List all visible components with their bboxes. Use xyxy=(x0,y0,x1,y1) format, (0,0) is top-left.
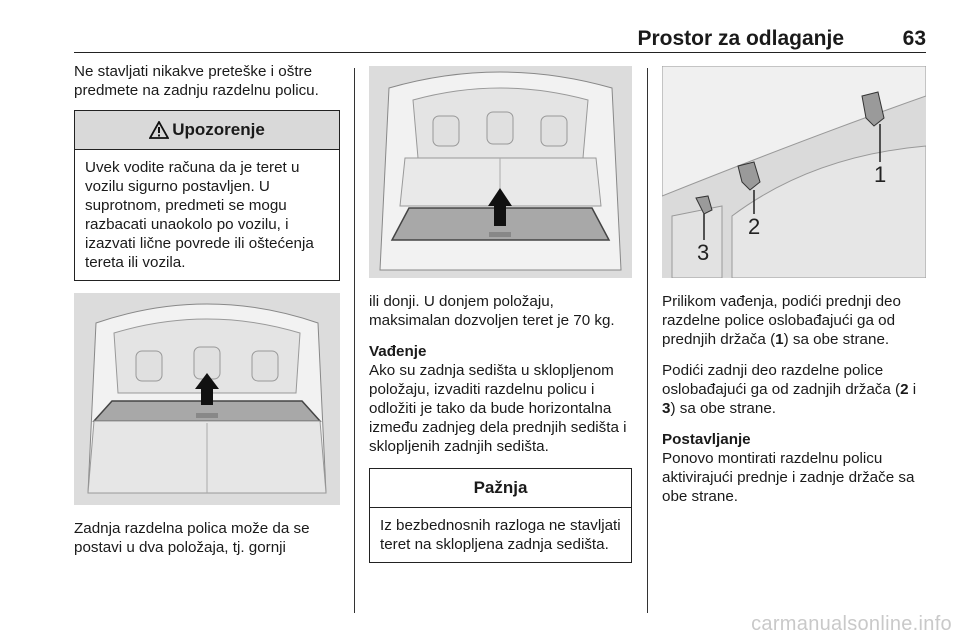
install-heading: Postavljanje xyxy=(662,431,751,448)
watermark: carmanualsonline.info xyxy=(751,613,952,635)
column-divider xyxy=(354,68,355,613)
notice-title: Pažnja xyxy=(473,478,528,497)
callout-1: 1 xyxy=(874,162,887,187)
notice-header xyxy=(370,469,631,508)
warning-body: Uvek vodite računa da je teret u vozilu sigurno postavljen. U suprotnom, predmeti se mogu razbacati unaokolo po vozilu, i izazvati lične povrede ili oštećenja tereta ili vozila. xyxy=(85,159,314,271)
warning-box xyxy=(74,110,340,281)
column-right xyxy=(662,62,926,506)
intro-text: Ne stavljati nikakve preteške i oštre predmete na zadnju razdelnu policu. xyxy=(74,63,319,99)
removal-step-2: Podići zadnji deo razdelne police oslobađajući ga od zadnjih držača (2 i 3) sa obe strane. xyxy=(662,362,917,417)
removal-text: Ako su zadnja sedišta u sklopljenom položaju, izvaditi razdelnu policu i odložiti je tako da bude horizontalna između zadnjeg dela prednjih sedišta i sklopljenih zadnjih sedišta. xyxy=(369,362,627,455)
removal-step-1: Prilikom vađenja, podići prednji deo razdelne police oslobađajući ga od prednjih držača (1) sa obe strane. xyxy=(662,293,901,348)
notice-body: Iz bezbednosnih razloga ne stavljati teret na sklopljena zadnja sedišta. xyxy=(380,517,621,553)
callout-2: 2 xyxy=(748,214,761,239)
column-divider xyxy=(647,68,648,613)
continuation-text: ili donji. U donjem položaju, maksimalan dozvoljen teret je 70 kg. xyxy=(369,293,615,329)
removal-heading: Vađenje xyxy=(369,343,427,360)
column-left xyxy=(74,62,340,557)
warning-header xyxy=(75,111,339,150)
page-header xyxy=(74,28,926,53)
install-text: Ponovo montirati razdelnu policu aktivirajući prednje i zadnje držače sa obe strane. xyxy=(662,450,915,505)
cargo-shelf-upper-figure xyxy=(74,293,340,505)
cargo-shelf-lower-figure xyxy=(369,66,632,278)
warning-title: Upozorenje xyxy=(172,120,265,139)
shelf-holders-figure xyxy=(662,66,926,278)
page-number: 63 xyxy=(902,27,926,50)
notice-box xyxy=(369,468,632,563)
column-middle xyxy=(369,62,632,563)
warning-triangle-icon xyxy=(149,121,169,139)
figure-caption: Zadnja razdelna polica može da se postavi u dva položaja, tj. gornji xyxy=(74,520,310,556)
page-title: Prostor za odlaganje xyxy=(637,27,844,50)
callout-3: 3 xyxy=(697,240,710,265)
